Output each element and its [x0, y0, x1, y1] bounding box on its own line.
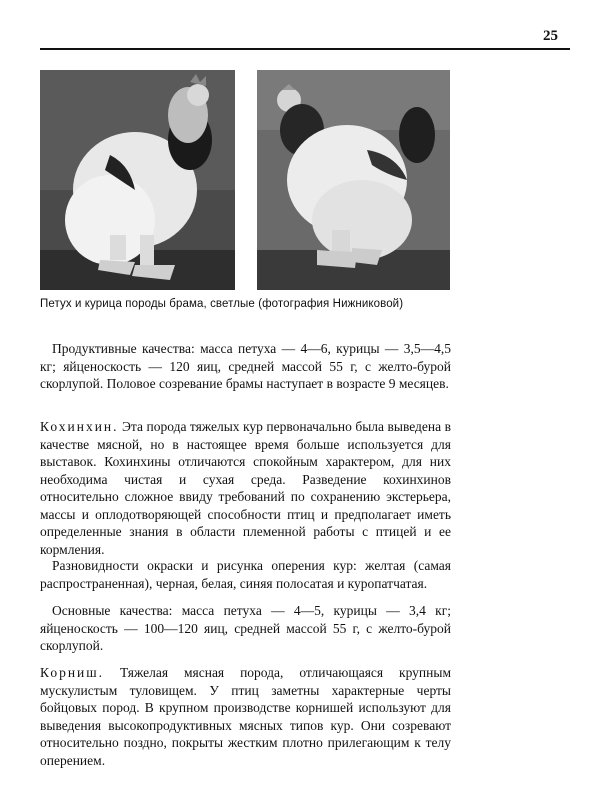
cochin-colors-paragraph: Разновидности окраски и рисунка оперения кур: желтая (самая распространенная), черная, белая, синяя полосатая и куропатчатая.: [40, 558, 451, 591]
figure-caption: Петух и курица породы брама, светлые (фотография Нижниковой): [40, 298, 404, 310]
rooster-photo-icon: [40, 70, 235, 290]
page-number: 25: [543, 28, 558, 44]
cornish-text: Тяжелая мясная порода, отличающаяся крупным мускулистым туловищем. У птиц заметны характерные черты бойцовых пород. В крупном производстве корнишей используют для выведения высокопродуктивных мясных типов кур. Они созревают относительно поздно, покрыты жестким плотно прилегающим к телу оперением.: [40, 665, 451, 768]
cochin-paragraph: [40, 418, 451, 558]
cornish-title: Корниш.: [40, 665, 105, 680]
brahma-paragraph: Продуктивные качества: масса петуха — 4—6, курицы — 3,5—4,5 кг; яйценоскость — 120 яиц, средней массой 55 г, с желто-бурой скорлупой. Половое созревание брамы наступает в возрасте 9 месяцев.: [40, 341, 451, 391]
cornish-paragraph: [40, 664, 451, 769]
header-rule: [40, 48, 570, 50]
hen-photo-icon: [257, 70, 450, 290]
cochin-text: Эта порода тяжелых кур первоначально была выведена в качестве мясной, но в настоящее время больше используется для выставок. Кохинхины отличаются спокойным характером, для них необходима чистая и сухая среда. Разведение кохинхинов относительно сложное ввиду требований по сохранению экстерьера, массы и оплодотворяющей способности птиц и предполагает иметь определенные знания в области племенной работы с птицей и ее кормления.: [40, 419, 451, 557]
cochin-title: Кохинхин.: [40, 419, 119, 434]
cochin-qualities-paragraph: Основные качества: масса петуха — 4—5, курицы — 3,4 кг; яйценоскость — 100—120 яиц, средней массой 55 г, с желто-бурой скорлупой.: [40, 603, 451, 653]
